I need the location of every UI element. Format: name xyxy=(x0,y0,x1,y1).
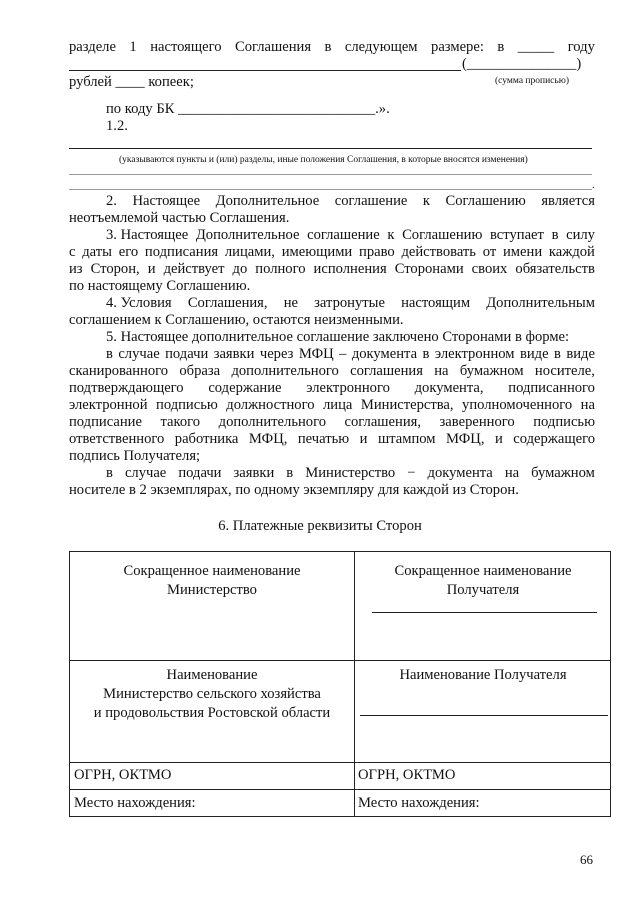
cell-ogrn-oktmo-right: ОГРН, ОКТМО xyxy=(358,767,456,783)
word: является xyxy=(541,193,595,209)
text-line: по настоящему Соглашению. xyxy=(69,278,251,294)
page-number: 66 xyxy=(580,852,593,867)
text-line xyxy=(106,346,595,363)
word: к xyxy=(387,227,395,243)
word: в xyxy=(286,465,294,481)
requisites-table xyxy=(69,551,611,817)
word: подписания xyxy=(144,244,219,260)
word: Настоящее xyxy=(132,193,201,209)
dot: . xyxy=(592,180,595,191)
word: 4. Условия xyxy=(106,295,172,311)
table-divider xyxy=(70,762,610,763)
word: силу xyxy=(566,227,595,243)
word: до xyxy=(232,261,248,277)
text-line xyxy=(69,431,595,448)
word: ответственного xyxy=(69,431,165,447)
text-line xyxy=(106,465,595,482)
word: подписью xyxy=(533,414,595,430)
text-line xyxy=(106,295,595,312)
cell-label: Сокращенное наименование xyxy=(394,563,572,579)
word: такого xyxy=(160,414,201,430)
word: электронном xyxy=(434,346,515,362)
word: дополнительного xyxy=(218,414,326,430)
word: через xyxy=(259,346,294,362)
cell-value: Министерство сельского хозяйства xyxy=(103,686,321,702)
text-line: по коду БК ___________________________.». xyxy=(106,101,390,117)
word: Дополнительным xyxy=(486,295,595,311)
word: 3. Настоящее xyxy=(106,227,189,243)
cell-recipient-name: Наименование Получателя xyxy=(399,667,567,683)
word: 2. xyxy=(106,193,117,209)
word: Министерства, xyxy=(360,397,454,413)
word: соглашения xyxy=(350,363,423,379)
cell-value: и продовольствия Ростовской области xyxy=(93,705,331,721)
word: исполнения xyxy=(313,261,387,277)
word: случае xyxy=(118,346,160,362)
text-line xyxy=(69,39,595,56)
word: сканированного xyxy=(69,363,169,379)
text-line xyxy=(69,261,595,278)
word: в xyxy=(106,465,113,481)
word: Соглашения xyxy=(234,39,312,55)
word: подачи xyxy=(165,346,209,362)
cell-location-right: Место нахождения: xyxy=(358,795,480,811)
word: своих xyxy=(471,261,508,277)
text-line: подпись Получателя; xyxy=(69,448,201,464)
word: электронной xyxy=(69,397,148,413)
word: подписанного xyxy=(508,380,595,396)
word: Соглашению xyxy=(445,193,526,209)
word: подтверждающего xyxy=(69,380,184,396)
word: вступает xyxy=(490,227,544,243)
word: содержание xyxy=(208,380,282,396)
word: дополнительного xyxy=(231,363,339,379)
sum-note: (сумма прописью) xyxy=(495,76,569,86)
word: бумажном xyxy=(459,363,524,379)
cell-ogrn-oktmo-left: ОГРН, ОКТМО xyxy=(74,767,172,783)
word: МФЦ, xyxy=(445,431,485,447)
word: настоящего xyxy=(150,39,222,55)
word: содержащего xyxy=(513,431,595,447)
word: следующем xyxy=(344,39,418,55)
word: в xyxy=(422,346,430,362)
text-line xyxy=(69,363,595,380)
word: полного xyxy=(255,261,306,277)
text-line: рублей ____ копеек; xyxy=(69,74,194,90)
word: Соглашению xyxy=(402,227,483,243)
word: соглашение xyxy=(307,227,380,243)
word: в xyxy=(553,346,561,362)
word: МФЦ, xyxy=(248,431,288,447)
section-title: 6. Платежные реквизиты Сторон xyxy=(218,518,422,534)
word: от xyxy=(482,244,497,260)
word: документа xyxy=(351,346,418,362)
word: из xyxy=(69,261,83,277)
word: имени xyxy=(502,244,543,260)
word: на xyxy=(580,397,595,413)
word: электронного xyxy=(306,380,390,396)
text-line: 5. Настоящее дополнительное соглашение заключено Сторонами в форме: xyxy=(106,329,570,345)
word: имеющими xyxy=(281,244,353,260)
blank-line xyxy=(69,148,592,149)
word: бумажном xyxy=(531,465,595,481)
cell-label: Наименование xyxy=(166,667,258,683)
word: действовать xyxy=(401,244,476,260)
word: в xyxy=(106,346,113,362)
cell-location-left: Место нахождения: xyxy=(74,795,196,811)
word: его xyxy=(118,244,139,260)
word: – xyxy=(339,346,347,362)
word: Министерство xyxy=(305,465,396,481)
word: и xyxy=(147,261,156,277)
word: Дополнительное xyxy=(215,193,320,209)
word: документа xyxy=(427,465,493,481)
table-divider xyxy=(70,660,610,661)
word: в xyxy=(324,39,332,55)
word: не xyxy=(283,295,298,311)
word: 1 xyxy=(129,39,137,55)
word: печатью xyxy=(297,431,350,447)
word: соглашение xyxy=(334,193,408,209)
word: и xyxy=(359,431,368,447)
word: и xyxy=(494,431,503,447)
cell-ministry-short-name xyxy=(70,562,354,600)
word: уполномоченного xyxy=(462,397,573,413)
word: году xyxy=(567,39,595,55)
word: лица xyxy=(322,397,353,413)
text-line: неотъемлемой частью Соглашения. xyxy=(69,210,290,226)
word: действует xyxy=(163,261,225,277)
word: случае xyxy=(124,465,167,481)
text-line: (_______________) xyxy=(462,56,582,72)
word: Сторонами xyxy=(394,261,464,277)
cell-label: Получателя xyxy=(446,582,520,598)
blank-line xyxy=(69,174,592,175)
word: виде xyxy=(519,346,549,362)
cell-label: Сокращенное наименование xyxy=(123,563,301,579)
word: штампом xyxy=(377,431,436,447)
word: соглашения, xyxy=(344,414,422,430)
word: даты xyxy=(82,244,112,260)
text-line: носителе в 2 экземплярах, по одному экземпляру для каждой из Сторон. xyxy=(69,482,519,498)
text-line xyxy=(69,244,595,261)
word: затронутые xyxy=(314,295,385,311)
word: к xyxy=(422,193,430,209)
word: образа xyxy=(179,363,221,379)
cell-recipient-short-name xyxy=(355,562,611,600)
word: в xyxy=(551,227,559,243)
word: разделе xyxy=(69,39,116,55)
text-line: 1.2. xyxy=(106,118,128,134)
word: лицами, xyxy=(224,244,275,260)
blank-line xyxy=(372,612,597,613)
word: на xyxy=(434,363,449,379)
word: должностного xyxy=(226,397,315,413)
text-line xyxy=(69,414,595,431)
word: с xyxy=(69,244,76,260)
word: обязательств xyxy=(515,261,595,277)
cell-ministry-name xyxy=(70,666,354,723)
word: размере: xyxy=(431,39,484,55)
blank-line xyxy=(69,70,461,71)
word: документа, xyxy=(414,380,484,396)
word: подачи xyxy=(178,465,222,481)
text-line xyxy=(69,380,595,397)
word: Дополнительное xyxy=(195,227,300,243)
changes-note: (указываются пункты и (или) разделы, иные положения Соглашения, в которые вносятся изменения) xyxy=(119,155,528,165)
word: на xyxy=(504,465,520,481)
word: Сторон, xyxy=(90,261,140,277)
text-line xyxy=(106,227,595,244)
word: каждой xyxy=(548,244,595,260)
word: виде xyxy=(566,346,595,362)
text-line: соглашением к Соглашению, остаются неизменными. xyxy=(69,312,404,328)
word: работника xyxy=(174,431,239,447)
word: МФЦ xyxy=(298,346,334,362)
word: заявки xyxy=(233,465,275,481)
word: подписание xyxy=(69,414,142,430)
word: _____ xyxy=(517,39,555,55)
word: − xyxy=(407,465,416,481)
word: настоящим xyxy=(401,295,471,311)
word: заявки xyxy=(213,346,255,362)
blank-line xyxy=(360,715,608,716)
word: Соглашения, xyxy=(187,295,268,311)
text-line xyxy=(106,193,595,210)
word: подписью xyxy=(156,397,218,413)
text-line xyxy=(69,397,595,414)
word: заверенного xyxy=(439,414,515,430)
word: право xyxy=(359,244,395,260)
word: носителе, xyxy=(534,363,595,379)
word: в xyxy=(497,39,505,55)
blank-line xyxy=(69,189,592,190)
table-divider xyxy=(70,789,610,790)
cell-value: Министерство xyxy=(167,582,257,598)
